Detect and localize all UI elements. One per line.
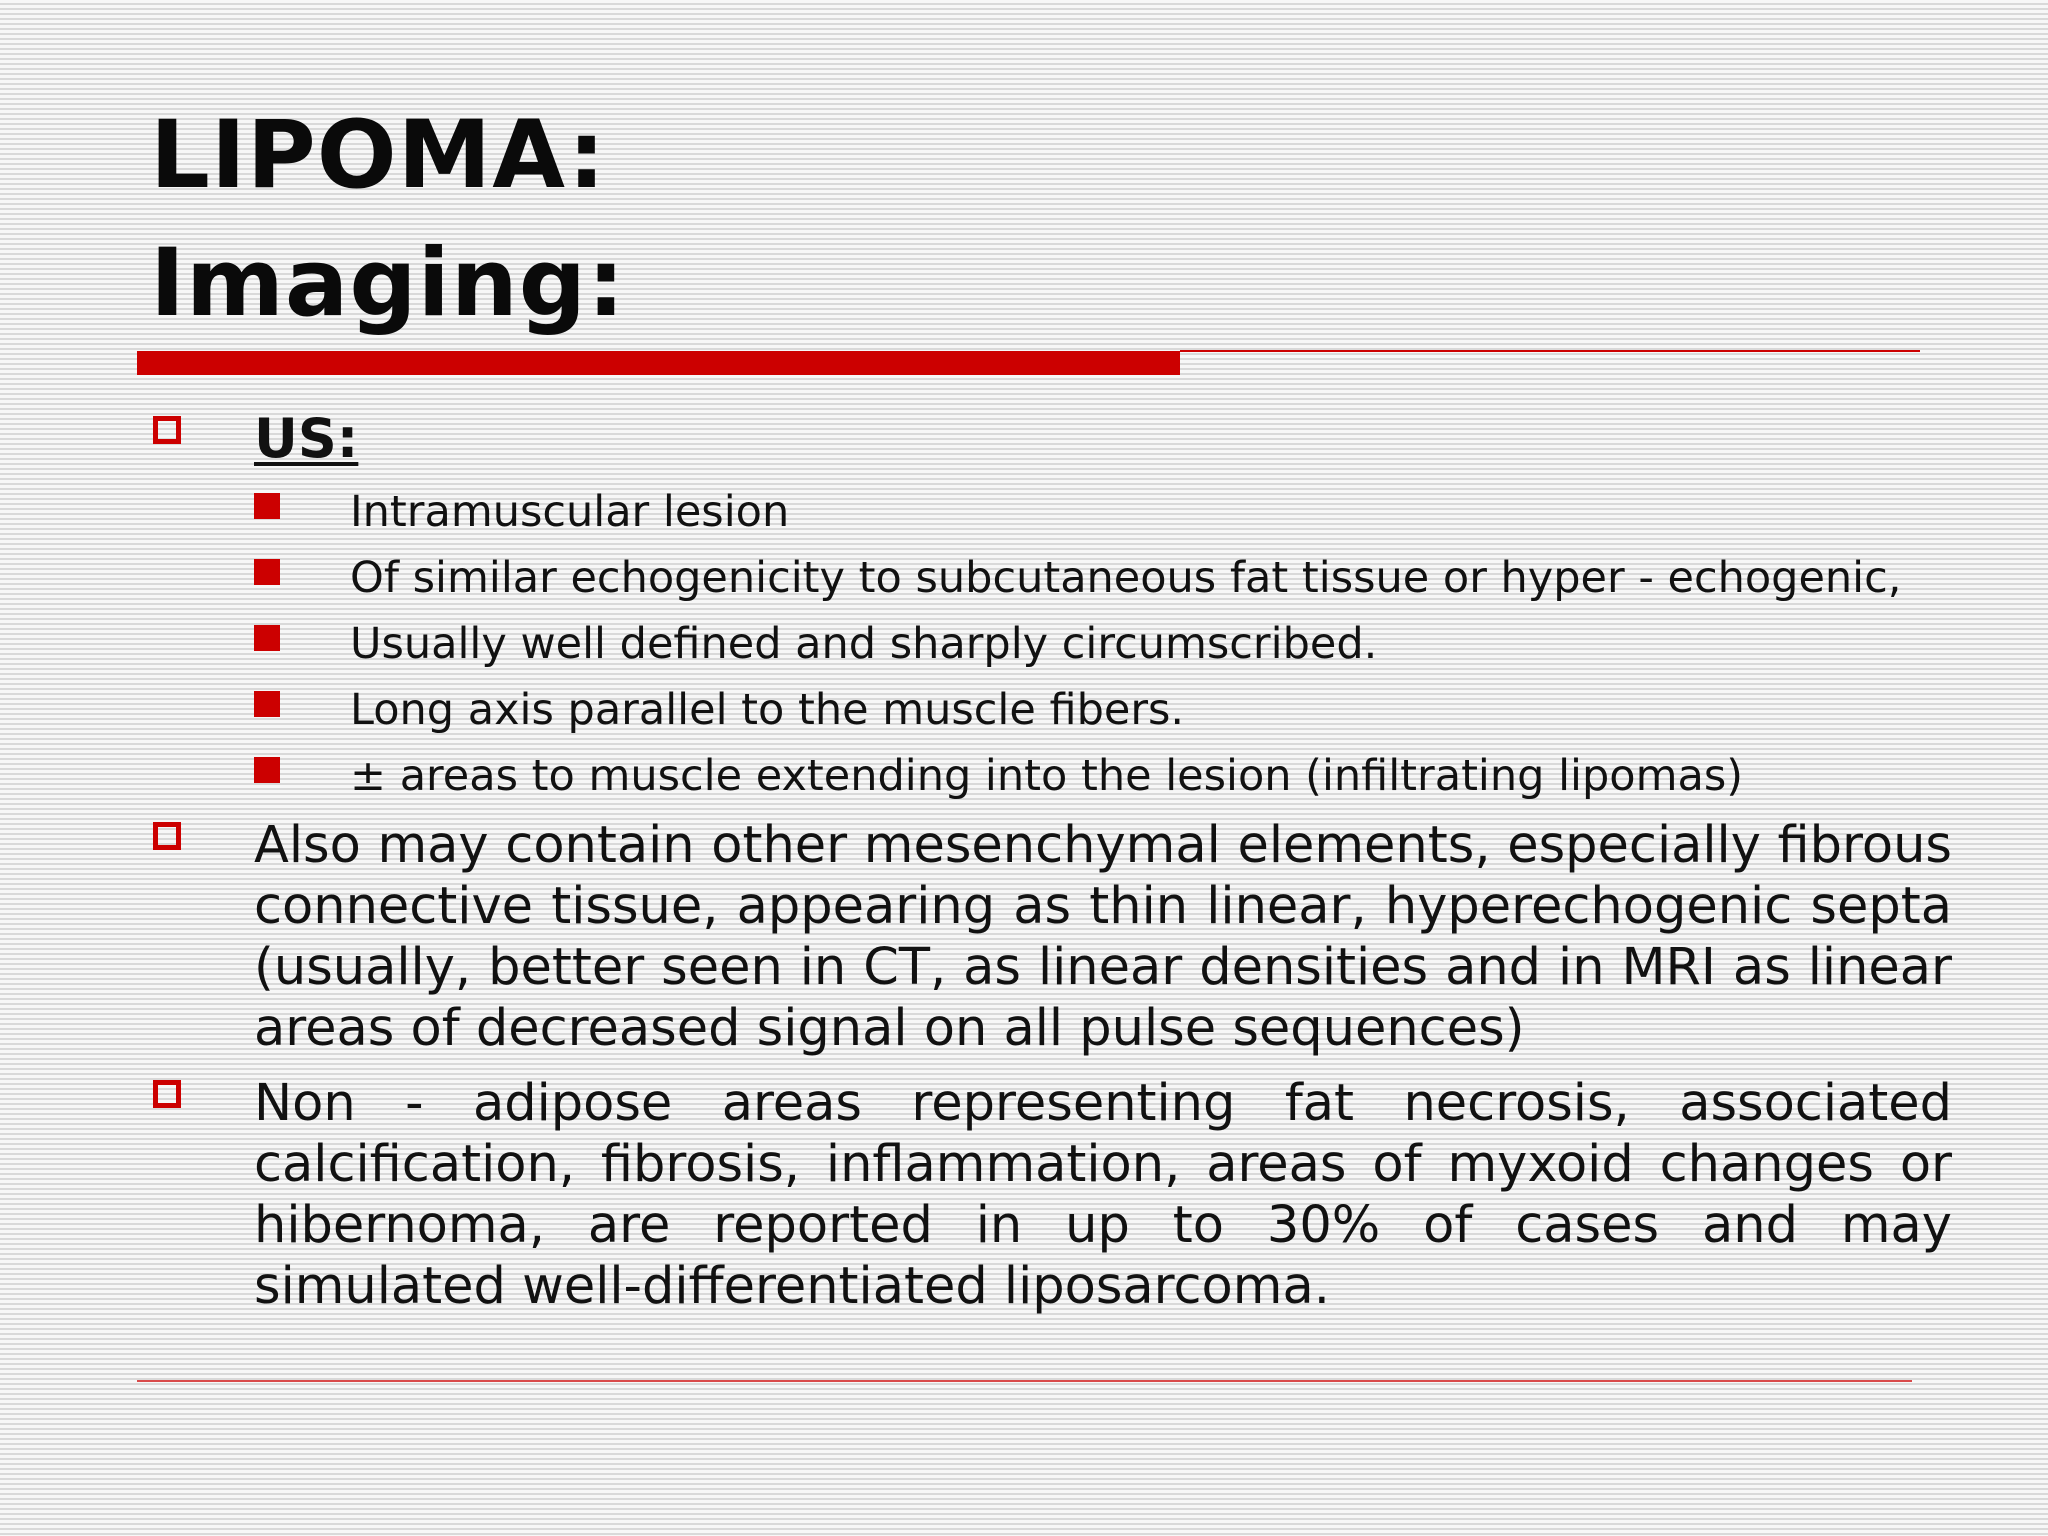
us-item-echogenicity <box>254 551 1952 605</box>
bullet-mesenchymal <box>150 815 1952 1059</box>
bullet-us <box>150 405 1952 473</box>
us-item-infiltrating <box>254 749 1952 803</box>
paragraph-non-adipose: Non - adipose areas representing fat necrosis, associated calcification, fibrosis, inflammation, areas of myxoid changes or hibernoma, are reported in up to 30% of cases and may simulated well-differentiated liposarcoma. <box>254 1074 1952 1316</box>
hollow-square-bullet-icon <box>153 416 181 444</box>
hollow-square-bullet-icon <box>153 1080 181 1108</box>
bullet-non-adipose <box>150 1073 1952 1317</box>
title-line-lipoma: LIPOMA: <box>150 101 607 210</box>
us-item-text: Long axis parallel to the muscle fibers. <box>350 685 1185 735</box>
us-item-text: Usually well defined and sharply circumscribed. <box>350 619 1378 669</box>
us-heading: US: <box>254 407 359 470</box>
us-item-text: Of similar echogenicity to subcutaneous fat tissue or hyper - echogenic, <box>350 553 1902 603</box>
filled-square-bullet-icon <box>254 757 280 783</box>
title-underline-thin <box>1180 350 1920 352</box>
filled-square-bullet-icon <box>254 559 280 585</box>
filled-square-bullet-icon <box>254 493 280 519</box>
title-underline-thick <box>137 351 1180 375</box>
us-item-well-defined <box>254 617 1952 671</box>
slide-body <box>150 405 1952 1331</box>
us-sublist <box>150 485 1952 803</box>
slide-title <box>150 92 626 348</box>
us-item-intramuscular <box>254 485 1952 539</box>
title-line-imaging: Imaging: <box>150 229 626 338</box>
us-item-text: ± areas to muscle extending into the lesion (infiltrating lipomas) <box>350 751 1744 801</box>
paragraph-mesenchymal: Also may contain other mesenchymal elements, especially fibrous connective tissue, appearing as thin linear, hyperechogenic septa (usually, better seen in CT, as linear densities and in MRI as linear areas of decreased signal on all pulse sequences) <box>254 816 1952 1058</box>
hollow-square-bullet-icon <box>153 822 181 850</box>
footer-rule <box>137 1380 1912 1382</box>
us-item-long-axis <box>254 683 1952 737</box>
filled-square-bullet-icon <box>254 691 280 717</box>
us-item-text: Intramuscular lesion <box>350 487 790 537</box>
filled-square-bullet-icon <box>254 625 280 651</box>
